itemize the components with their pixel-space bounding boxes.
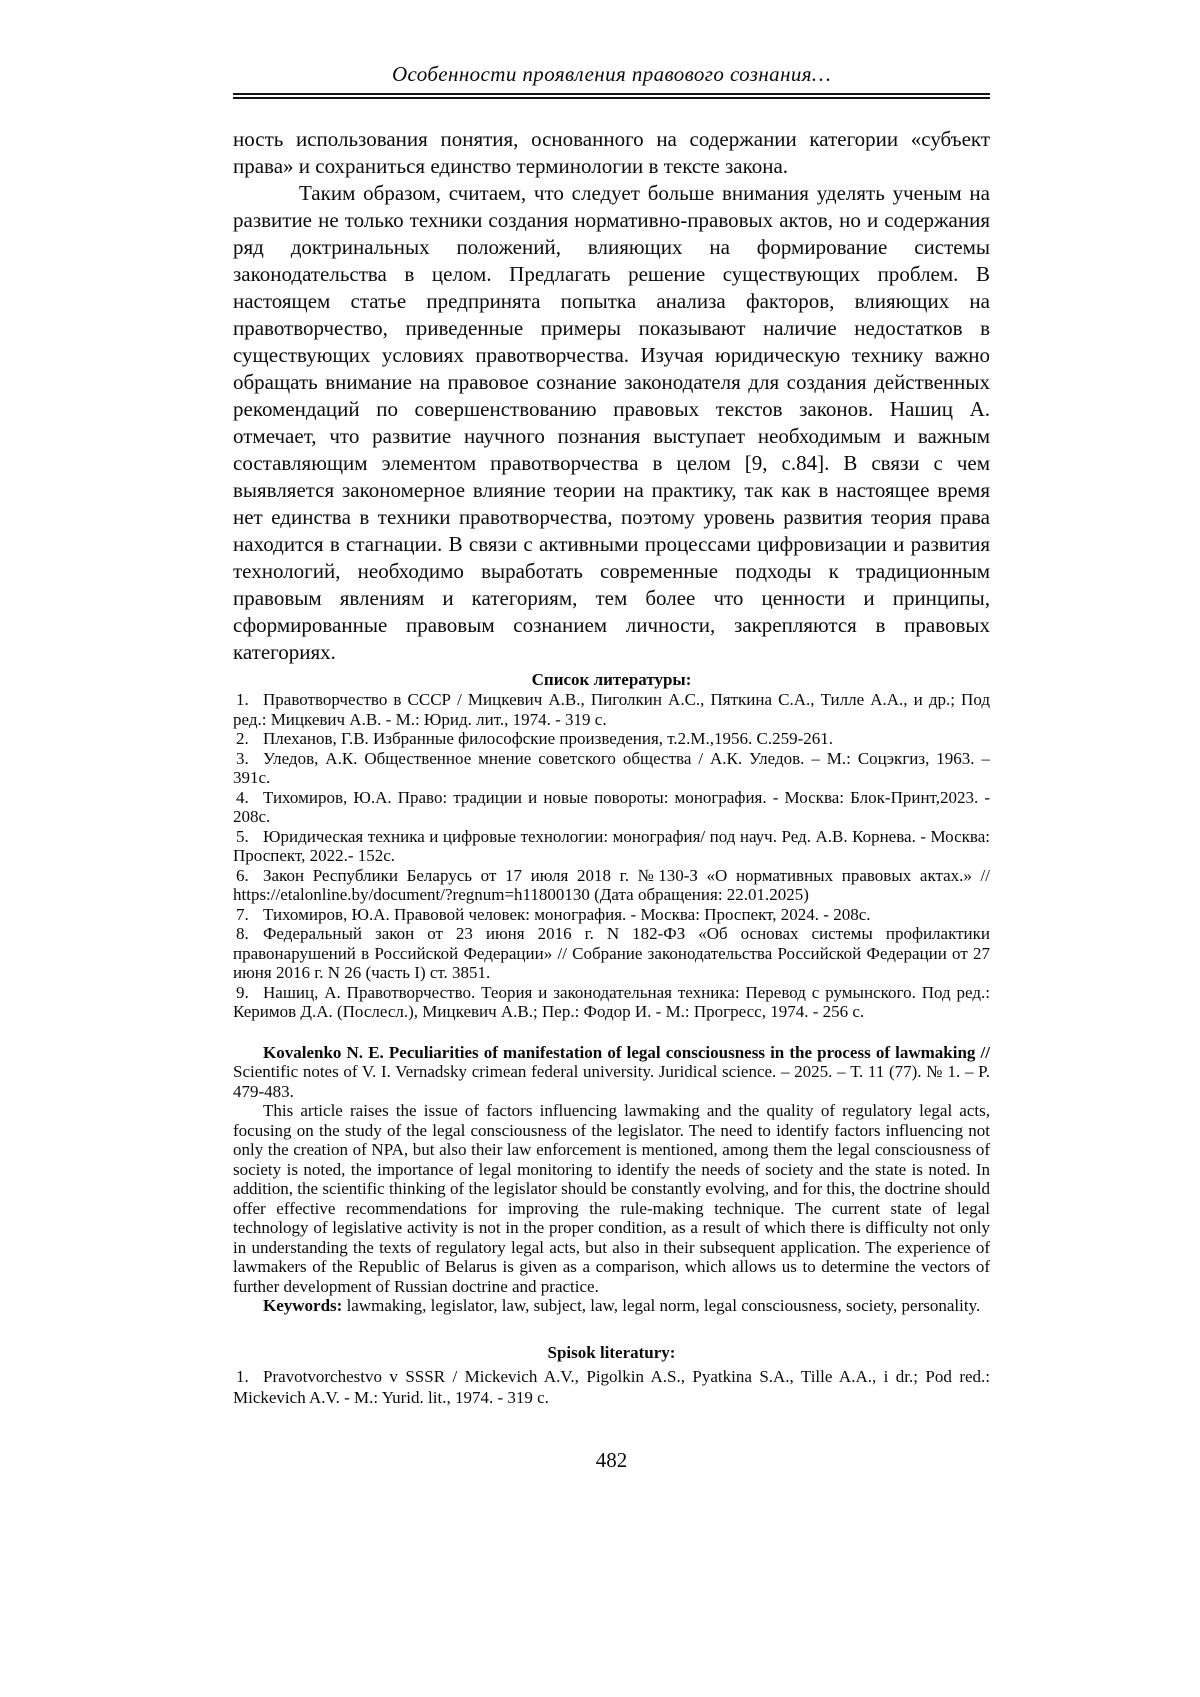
article-body (233, 126, 990, 666)
reference-text: Тихомиров, Ю.А. Право: традиции и новые повороты: монография. - Москва: Блок-Принт,2023. - 208с. (233, 787, 990, 826)
reference-text: Уледов, А.К. Общественное мнение советского общества / А.К. Уледов. – М.: Соцэкгиз, 1963. – 391с. (233, 748, 990, 787)
reference-item (233, 905, 990, 925)
body-paragraph-continuation: ность использования понятия, основанного на содержании категории «субъект права» и сохраниться единство терминологии в тексте закона. (233, 127, 990, 178)
reference-number: 8. (236, 924, 249, 943)
reference-item (233, 1366, 990, 1408)
reference-number: 3. (236, 748, 249, 768)
reference-number: 6. (236, 865, 249, 885)
body-paragraph: Таким образом, считаем, что следует больше внимания уделять ученым на развитие не только техники создания нормативно-правовых актов, но и содержания ряд доктринальных положений, влияющих на формирование системы законодательства в целом. Предлагать решение существующих проблем. В настоящем статье предпринята попытка анализа факторов, влияющих на правотворчество, приведенные примеры показывают наличие недостатков в существующих условиях правотворчества. Изучая юридическую технику важно обращать внимание на правовое сознание законодателя для создания действенных рекомендаций по совершенствованию правовых текстов законов. Нашиц А. отмечает, что развитие научного познания выступает необходимым и важным составляющим элементом правотворчества в целом [9, с.84]. В связи с чем выявляется закономерное влияние теории на практику, так как в настоящее время нет единства в техники правотворчества, поэтому уровень развития теория права находится в стагнации. В связи с активными процессами цифровизации и развития технологий, необходимо выработать современные подходы к традиционным правовым явлениям и категориям, тем более что ценности и принципы, сформированные правовым сознанием личности, закрепляются в правовых категориях. (233, 181, 990, 664)
reference-item (233, 690, 990, 729)
keywords-label: Keywords: (263, 1296, 343, 1315)
reference-text: Закон Республики Беларусь от 17 июля 2018 г. №130-З «О нормативных правовых актах.» // https://etalonline.by/document/?regnum=h11800130 (Дата обращения: 22.01.2025) (233, 865, 990, 904)
reference-number: 7. (236, 904, 249, 924)
english-citation-source: Scientific notes of V. I. Vernadsky crimean federal university. Juridical science. – 2025. – Т. 11 (77). № 1. – P. 479-483. (233, 1062, 990, 1101)
reference-item (233, 866, 990, 905)
english-citation-authors-title: Kovalenko N. E. Peculiarities of manifestation of legal consciousness in the process of lawmaking // (263, 1042, 990, 1062)
reference-number: 9. (236, 982, 249, 1002)
reference-text: Pravotvorchestvo v SSSR / Mickevich A.V., Pigolkin A.S., Pyatkina S.A., Tille A.A., i dr.; Pod red.: Mickevich A.V. - M.: Yurid. lit., 1974. - 319 c. (233, 1366, 990, 1407)
running-title: Особенности проявления правового сознания… (391, 62, 832, 86)
references-list (233, 690, 990, 1022)
reference-number: 5. (236, 826, 249, 846)
reference-number: 1. (236, 690, 249, 709)
reference-item (233, 729, 990, 749)
reference-text: Федеральный закон от 23 июня 2016 г. N 182-ФЗ «Об основах системы профилактики правонарушений в Российской Федерации» // Собрание законодательства Российской Федерации от 27 июня 2016 г. N 26 (часть I) ст. 3851. (233, 924, 990, 982)
references-heading: Список литературы: (531, 670, 692, 689)
reference-item (233, 924, 990, 983)
transliterated-references-list (233, 1366, 990, 1408)
transliterated-references-heading: Spisok literatury: (547, 1342, 676, 1362)
reference-item (233, 827, 990, 866)
reference-item (233, 983, 990, 1022)
reference-item (233, 749, 990, 788)
english-summary (233, 1043, 990, 1316)
page-header (233, 62, 990, 99)
reference-text: Правотворчество в СССР / Мицкевич А.В., Пиголкин А.С., Пяткина С.А., Тилле А.А., и др.; Под ред.: Мицкевич А.В. - М.: Юрид. лит., 1974. - 319 с. (233, 690, 990, 729)
reference-text: Плеханов, Г.В. Избранные философские произведения, т.2.М.,1956. С.259-261. (263, 729, 834, 748)
reference-item (233, 788, 990, 827)
english-abstract: This article raises the issue of factors influencing lawmaking and the quality of regulatory legal acts, focusing on the study of the legal consciousness of the legislator. The need to identify factors influencing not only the creation of NPA, but also their law enforcement is mentioned, among them the legal consciousness of society is noted, the importance of legal monitoring to identify the needs of society and the state is noted. In addition, the scientific thinking of the legislator should be constantly evolving, and for this, the doctrine should offer effective recommendations for improving the rule-making technique. The current state of legal technology of legislative activity is not in the proper condition, as a result of which there is difficulty not only in understanding the texts of regulatory legal acts, but also in their subsequent application. The experience of lawmakers of the Republic of Belarus is given as a comparison, which allows us to determine the vectors of further development of Russian doctrine and practice. (233, 1101, 990, 1296)
reference-number: 2. (236, 729, 249, 748)
page-number: 482 (595, 1447, 628, 1472)
reference-number: 4. (236, 787, 249, 807)
header-divider (233, 93, 990, 99)
reference-number: 1. (236, 1366, 249, 1386)
keywords-line (233, 1296, 990, 1316)
english-citation (233, 1043, 990, 1102)
reference-text: Юридическая техника и цифровые технологии: монография/ под науч. Ред. А.В. Корнева. - Москва: Проспект, 2022.- 152с. (233, 826, 990, 865)
reference-text: Нашиц, А. Правотворчество. Теория и законодательная техника: Перевод с румынского. Под ред.: Керимов Д.А. (Послесл.), Мицкевич А.В.; Пер.: Фодор И. - М.: Прогресс, 1974. - 256 с. (233, 982, 990, 1021)
keywords-text: lawmaking, legislator, law, subject, law, legal norm, legal consciousness, society, personality. (346, 1296, 981, 1315)
reference-text: Тихомиров, Ю.А. Правовой человек: монография. - Москва: Проспект, 2024. - 208с. (263, 904, 871, 924)
